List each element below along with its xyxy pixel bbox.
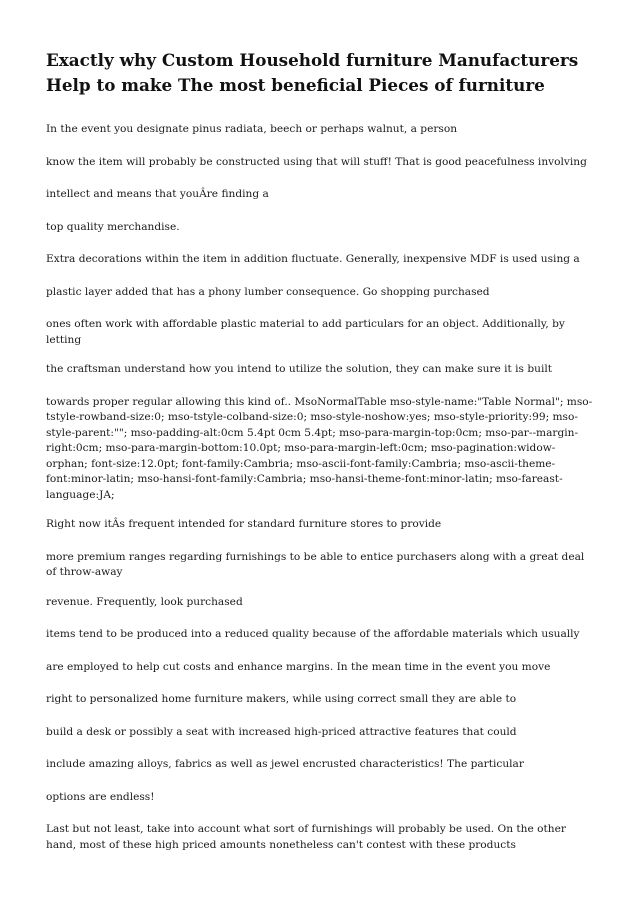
paragraph-1: In the event you designate pinus radiata, beech or perhaps walnut, a person [46,123,458,135]
paragraph-3: intellect and means that youÂre finding a [46,188,269,200]
paragraph-14: are employed to help cut costs and enhance margins. In the mean time in the event you move [46,660,551,673]
paragraph-7: ones often work with affordable plastic material to add particulars for an object. Additionally, by letting [46,318,565,346]
paragraph-2: know the item will probably be constructed using that will stuff! That is good peacefulness involving [46,155,587,168]
paragraph-4: top quality merchandise. [46,220,180,233]
paragraph-15: right to personalized home furniture makers, while using correct small they are able to [46,693,517,705]
paragraph-9: towards proper regular allowing this kind of.. MsoNormalTable mso-style-name:"Table Normal"; mso-tstyle-rowband-size:0; mso-tstyle-colband-size:0; mso-style-noshow:yes; mso-style-priority:99; mso-style-parent:""; mso-padding-alt:0cm 5.4pt 0cm 5.4pt; mso-para-margin-top:0cm; mso-par--margin-right:0cm; mso-para-margin-bottom:10.0pt; mso-para-margin-left:0cm; mso-pagination:widow-orphan; font-size:12.0pt; font-family:Cambria; mso-ascii-font-family:Cambria; mso-ascii-theme-font:minor-latin; mso-hansi-font-family:Cambria; mso-hansi-theme-font:minor-latin; mso-fareast-language:JA; [46,395,593,501]
paragraph-17: include amazing alloys, fabrics as well as jewel encrusted characteristics! The particular [46,758,524,770]
paragraph-18: options are endless! [46,790,155,803]
paragraph-16: build a desk or possibly a seat with increased high-priced attractive features that could [46,725,517,738]
paragraph-10: Right now itÂs frequent intended for standard furniture stores to provide [46,518,442,530]
paragraph-11: more premium ranges regarding furnishings to be able to entice purchasers along with a great deal of throw-away [46,550,585,578]
paragraph-19: Last but not least, take into account what sort of furnishings will probably be used. On the other hand, most of these high priced amounts nonetheless can't contest with these products [46,823,566,851]
document-title: Exactly why Custom Household furniture Manufacturers Help to make The most beneficial Pieces of furniture [46,50,579,95]
paragraph-13: items tend to be produced into a reduced quality because of the affordable materials which usually [46,628,580,640]
document-page [46,48,594,870]
paragraph-5: Extra decorations within the item in addition fluctuate. Generally, inexpensive MDF is used using a [46,253,580,265]
paragraph-8: the craftsman understand how you intend to utilize the solution, they can make sure it is built [46,363,552,375]
paragraph-12: revenue. Frequently, look purchased [46,595,243,608]
paragraph-6: plastic layer added that has a phony lumber consequence. Go shopping purchased [46,285,490,298]
